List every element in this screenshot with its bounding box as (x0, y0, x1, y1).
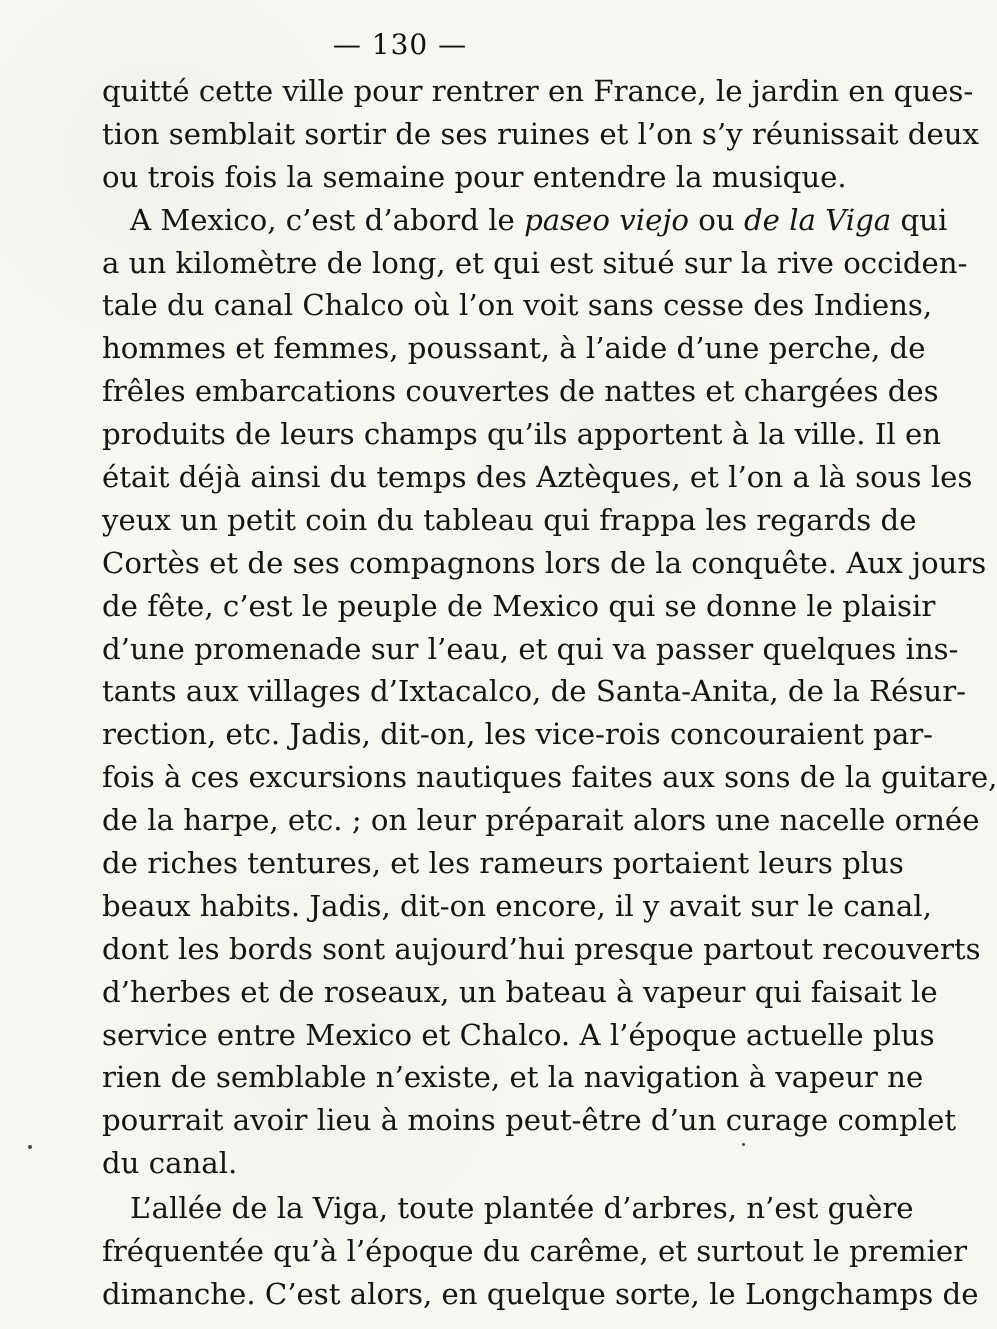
text-line-12: Cortès et de ses compagnons lors de la conquête. Aux jours (102, 545, 987, 580)
text-line-7: hommes et femmes, poussant, à l’aide d’une perche, de (102, 331, 926, 366)
text-line-16: rection, etc. Jadis, dit-on, les vice-rois concouraient par- (102, 717, 934, 752)
text-line-4-part-3: qui (891, 202, 948, 237)
text-line-2: tion semblait sortir de ses ruines et l’on s’y réunissait deux (102, 116, 979, 151)
ink-speck (28, 1145, 32, 1149)
text-line-3: ou trois fois la semaine pour entendre la musique. (102, 159, 847, 194)
text-line-1: quitté cette ville pour rentrer en France, le jardin en ques- (102, 74, 974, 108)
text-line-4-part-1: A Mexico, c’est d’abord le (130, 202, 525, 237)
text-line-5: a un kilomètre de long, et qui est situé sur la rive occiden- (102, 245, 968, 280)
text-line-8: frêles embarcations couvertes de nattes et chargées des (102, 374, 939, 409)
text-line-15: tants aux villages d’Ixtacalco, de Santa-Anita, de la Résur- (102, 674, 967, 709)
text-line-24: rien de semblable n’existe, et la navigation à vapeur ne (102, 1060, 924, 1095)
text-line-14: d’une promenade sur l’eau, et qui va passer quelques ins- (102, 631, 959, 666)
text-line-4-italic-1: paseo viejo (524, 202, 690, 237)
text-line-25: pourrait avoir lieu à moins peut-être d’un curage complet (102, 1103, 957, 1138)
text-line-27: L’allée de la Viga, toute plantée d’arbres, n’est guère (130, 1191, 914, 1226)
page-number: — 130 — (332, 28, 468, 61)
text-line-19: de riches tentures, et les rameurs portaient leurs plus (102, 846, 904, 881)
text-line-29: dimanche. C’est alors, en quelque sorte, le Longchamps de (102, 1276, 979, 1311)
text-line-11: yeux un petit coin du tableau qui frappa les regards de (102, 502, 917, 537)
text-line-23: service entre Mexico et Chalco. A l’époque actuelle plus (102, 1017, 935, 1052)
text-line-20: beaux habits. Jadis, dit-on encore, il y avait sur le canal, (102, 888, 932, 923)
text-line-22: d’herbes et de roseaux, un bateau à vapeur qui faisait le (102, 974, 938, 1009)
ink-speck (742, 1143, 745, 1146)
text-line-18: de la harpe, etc. ; on leur préparait alors une nacelle ornée (102, 803, 980, 838)
text-line-21: dont les bords sont aujourd’hui presque partout recouverts (102, 931, 981, 966)
text-line-4 (102, 199, 948, 242)
text-line-26: du canal. (102, 1146, 238, 1181)
text-line-6: tale du canal Chalco où l’on voit sans cesse des Indiens, (102, 288, 933, 323)
text-line-4-italic-2: de la Viga (743, 202, 892, 237)
page-text (102, 70, 997, 1316)
text-line-28: fréquentée qu’à l’époque du carême, et surtout le premier (102, 1234, 968, 1269)
text-line-10: était déjà ainsi du temps des Aztèques, et l’on a là sous les (102, 460, 973, 495)
text-line-9: produits de leurs champs qu’ils apportent à la ville. Il en (102, 417, 942, 452)
text-line-4-part-2: ou (689, 202, 744, 237)
text-line-13: de fête, c’est le peuple de Mexico qui se donne le plaisir (102, 588, 936, 623)
text-line-17: fois à ces excursions nautiques faites aux sons de la guitare, (102, 760, 997, 795)
